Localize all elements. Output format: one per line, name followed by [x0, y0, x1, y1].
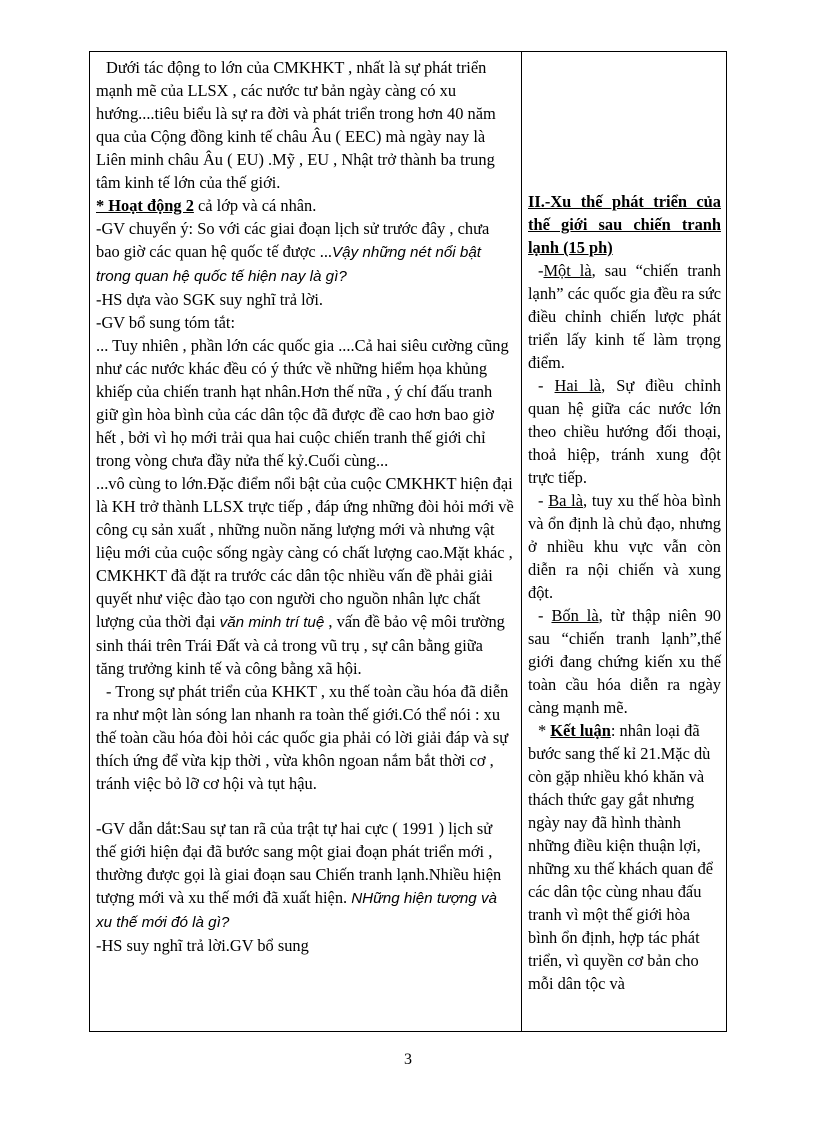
paragraph-science-italic: văn minh trí tuệ: [219, 614, 325, 631]
conclusion: [528, 719, 721, 995]
trend-four-text: , từ thập niên 90 sau “chiến tranh lạnh”,thế giới đang chứng kiến xu thế toàn cầu hóa diễn ra ngày càng mạnh mẽ.: [528, 606, 721, 717]
trend-one-prefix: -: [538, 261, 544, 280]
trend-one-text: , sau “chiến tranh lạnh” các quốc gia đều ra sức điều chỉnh chiến lược phát triển lấy kinh tế làm trọng điểm.: [528, 261, 722, 372]
trend-four-label: Bốn là: [551, 606, 599, 625]
trend-one: [528, 259, 721, 374]
trend-two-text: , Sự điều chỉnh quan hệ giữa các nước lớn theo chiều hướng đối thoại, thoả hiệp, tránh xung đột trực tiếp.: [528, 376, 722, 487]
trend-two: [528, 374, 721, 489]
trend-three: [528, 489, 721, 604]
lesson-table: [89, 51, 727, 1032]
paragraph-globalization: - Trong sự phát triển của KHKT , xu thế toàn cầu hóa đã diễn ra như một làn sóng lan nhanh ra toàn thế giới.Có thể nói : xu thế toàn cầu hóa đòi hỏi các quốc gia phải có lời giải đáp và sự thích ứng để vừa kịp thời , vừa khôn ngoan nắm bắt thời cơ , tránh việc bỏ lỡ cơ hội và tụt hậu.: [96, 682, 509, 793]
paragraph-intro: Dưới tác động to lớn của CMKHKT , nhất là sự phát triển mạnh mẽ của LLSX , các nước tư bản ngày càng có xu hướng....tiêu biểu là sự ra đời và phát triển trong hơn 40 năm qua của Cộng đồng kinh tế châu Âu ( EEC) mà ngày nay là Liên minh châu Âu ( EU) .Mỹ , EU , Nhật trở thành ba trung tâm kinh tế lớn của thế giới.: [96, 58, 496, 192]
gv-transition-text: -GV chuyển ý: So với các giai đoạn lịch sử trước đây , chưa bao giờ các quan hệ quốc tế được ...: [96, 219, 490, 261]
paragraph-science-text: ...vô cùng to lớn.Đặc điểm nổi bật của cuộc CMKHKT hiện đại là KH trở thành LLSX trực tiếp , đáp ứng những đòi hỏi mới về công cụ sản xuất , những nuồn năng lượng mới và nhưng vật liệu mới của cuộc sống ngày càng có chất lượng cao.Mặt khác , CMKHKT đã đặt ra trước các dân tộc nhiều vấn đề phải giải quyết như việc đào tạo con người cho nguồn nhân lực chất lượng của thời đại: [96, 474, 514, 631]
trend-three-text: , tuy xu thế hòa bình và ổn định là chủ đạo, nhưng ở nhiều khu vực vẫn còn diễn ra nội chiến và xung đột.: [528, 491, 721, 602]
left-column: [96, 56, 514, 957]
gv-lead-in-question: NHững hiện tượng và xu thế mới đó là gì?: [96, 890, 498, 931]
paragraph-science: [96, 472, 514, 680]
trend-two-prefix: -: [538, 376, 555, 395]
gv-transition: [96, 217, 514, 288]
trend-four: [528, 604, 721, 719]
gv-transition-question: Vậy những nét nổi bật trong quan hệ quốc tế hiện nay là gì?: [96, 244, 481, 285]
conclusion-label: Kết luận: [550, 721, 611, 740]
activity-line: [96, 194, 514, 217]
hs-response-2: -HS suy nghĩ trả lời.GV bổ sung: [96, 936, 309, 955]
column-divider: [521, 52, 522, 1031]
conclusion-text: : nhân loại đã bước sang thế kỉ 21.Mặc dù còn gặp nhiều khó khăn và thách thức gay gắt nhưng ngày nay đã hình thành những điều kiện thuận lợi, những xu thế khách quan để các dân tộc cùng nhau đấu tranh vì một thế giới hòa bình ổn định, hợp tác phát triển, vì quyền cơ bản cho mỗi dân tộc và: [528, 721, 714, 993]
hs-response-1: -HS dựa vào SGK suy nghĩ trả lời.: [96, 290, 323, 309]
activity-text: cả lớp và cá nhân.: [193, 196, 317, 215]
spacer: [96, 795, 514, 817]
trend-two-label: Hai là: [554, 376, 602, 395]
gv-lead-in-text: -GV dẫn dắt:Sau sự tan rã của trật tự hai cực ( 1991 ) lịch sử thế giới hiện đại đã bước sang một giai đoạn phát triển mới , thường được gọi là giai đoạn sau Chiến tranh lạnh.Nhiều hiện tượng mới và xu thế mới đã xuất hiện.: [96, 819, 502, 907]
paragraph-peace: ... Tuy nhiên , phần lớn các quốc gia ....Cả hai siêu cường cũng như các nước khác đều có ý thức về những hiểm họa khủng khiếp của chiến tranh hạt nhân.Hơn thế nữa , ý chí đấu tranh giữ gìn hòa bình của các dân tộc đã được đề cao hơn bao giờ hết , bởi vì họ mới trải qua hai cuộc chiến tranh thế giới chỉ trong vòng chưa đầy nửa thế kỷ.Cuối cùng...: [96, 336, 509, 470]
trend-one-label: Một là: [543, 261, 592, 280]
conclusion-prefix: *: [538, 721, 551, 740]
trend-four-prefix: -: [538, 606, 552, 625]
gv-summary-label: -GV bổ sung tóm tắt:: [96, 313, 236, 332]
trend-three-label: Ba là: [548, 491, 583, 510]
gv-lead-in: [96, 817, 514, 934]
trend-three-prefix: -: [538, 491, 549, 510]
activity-label: * Hoạt động 2: [96, 196, 194, 215]
section-heading: II.-Xu thế phát triển của thế giới sau chiến tranh lạnh (15 ph): [528, 192, 721, 257]
page-number: 3: [404, 1051, 412, 1068]
paragraph-science-text-end: , vấn đề bảo vệ môi trường sinh thái trên Trái Đất và cả trong vũ trụ , sự cân bằng giữa tăng trưởng kinh tế và công bằng xã hội.: [96, 612, 505, 678]
right-column: [528, 190, 721, 995]
